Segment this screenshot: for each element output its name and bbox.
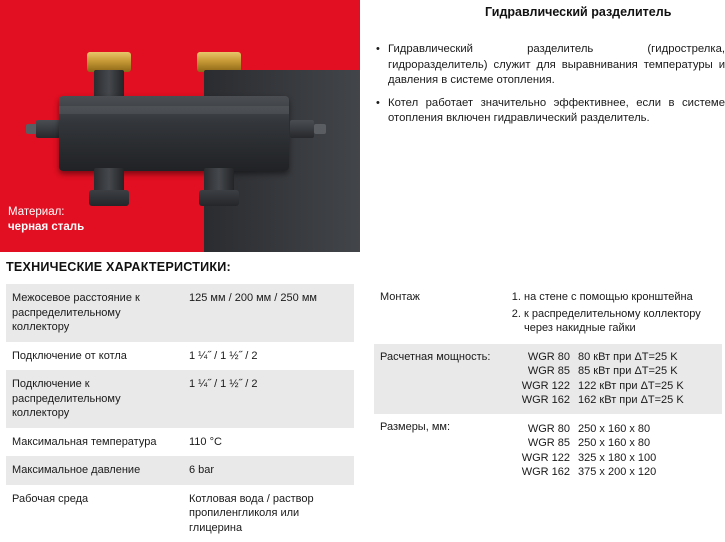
table-row <box>6 428 354 457</box>
list-item: • Котел работает значительно эффективнее, если в системе отопления включен гидравлический разделитель. <box>374 96 725 127</box>
table-row <box>508 436 718 451</box>
intro-bullet-list <box>374 42 725 134</box>
dimensions-value <box>508 420 718 480</box>
brass-nut-top-right <box>197 52 241 72</box>
hydraulic-separator-illustration <box>22 40 332 200</box>
spec-value: 1 ¼˝ / 1 ½˝ / 2 <box>183 370 354 428</box>
spec-key: Межосевое расстояние к распределительному коллектору <box>6 284 183 342</box>
right-specs-block <box>374 284 722 486</box>
top-section <box>0 0 725 252</box>
power-rating: 85 кВт при ΔT=25 K <box>578 364 718 379</box>
model-name: WGR 162 <box>508 465 578 480</box>
table-row <box>508 422 718 437</box>
dimensions-label: Размеры, мм: <box>380 420 508 480</box>
mounting-row <box>374 284 722 344</box>
list-item: 2. к распределительному коллектору через накидные гайки <box>524 307 718 336</box>
table-row <box>508 364 718 379</box>
material-label: Материал: <box>8 205 84 220</box>
spec-key: Максимальное давление <box>6 456 183 485</box>
spec-value: 1 ¼˝ / 1 ½˝ / 2 <box>183 342 354 371</box>
table-row <box>6 456 354 485</box>
table-row <box>508 379 718 394</box>
spec-key: Рабочая среда <box>6 485 183 542</box>
spec-value: 6 bar <box>183 456 354 485</box>
table-row <box>6 370 354 428</box>
spec-key: Подключение от котла <box>6 342 183 371</box>
product-photo-panel <box>0 0 360 252</box>
table-row <box>6 342 354 371</box>
side-port-left <box>36 120 60 138</box>
power-rating: 162 кВт при ΔT=25 K <box>578 393 718 408</box>
spec-key: Подключение к распределительному коллектору <box>6 370 183 428</box>
table-row <box>508 350 718 365</box>
power-label: Расчетная мощность: <box>380 350 508 408</box>
table-row <box>508 465 718 480</box>
separator-body <box>59 96 289 171</box>
model-name: WGR 122 <box>508 379 578 394</box>
model-name: WGR 122 <box>508 451 578 466</box>
table-row <box>6 284 354 342</box>
bottom-nut-right <box>199 190 239 206</box>
spec-value: 110 °C <box>183 428 354 457</box>
power-value <box>508 350 718 408</box>
table-row <box>508 393 718 408</box>
model-name: WGR 85 <box>508 436 578 451</box>
table-row <box>508 451 718 466</box>
table-row <box>6 485 354 542</box>
dimension-value: 375 x 200 x 120 <box>578 465 718 480</box>
model-name: WGR 162 <box>508 393 578 408</box>
model-name: WGR 80 <box>508 350 578 365</box>
side-cap-right <box>314 124 326 134</box>
technical-specs-table <box>6 284 354 542</box>
list-item: • Гидравлический разделитель (гидрострелка, гидроразделитель) служит для выравнивания температуры и давления в системе отопления. <box>374 42 725 89</box>
mounting-value <box>508 290 718 338</box>
material-caption <box>8 205 84 235</box>
power-table <box>508 350 718 408</box>
power-row <box>374 344 722 414</box>
model-name: WGR 85 <box>508 364 578 379</box>
dimensions-row <box>374 414 722 486</box>
material-value: черная сталь <box>8 220 84 235</box>
spec-key: Максимальная температура <box>6 428 183 457</box>
spec-value: Котловая вода / раствор пропиленгликоля или глицерина <box>183 485 354 542</box>
dimensions-table <box>508 422 718 480</box>
mounting-label: Монтаж <box>380 290 508 338</box>
page-title: Гидравлический разделитель <box>485 5 725 19</box>
model-name: WGR 80 <box>508 422 578 437</box>
header-text-area <box>374 0 725 252</box>
power-rating: 122 кВт при ΔT=25 K <box>578 379 718 394</box>
power-rating: 80 кВт при ΔT=25 K <box>578 350 718 365</box>
spec-value: 125 мм / 200 мм / 250 мм <box>183 284 354 342</box>
brass-nut-top-left <box>87 52 131 72</box>
list-item: 1. на стене с помощью кронштейна <box>524 290 718 305</box>
dimension-value: 250 x 160 x 80 <box>578 436 718 451</box>
bottom-nut-left <box>89 190 129 206</box>
specs-heading: ТЕХНИЧЕСКИЕ ХАРАКТЕРИСТИКИ: <box>6 260 231 274</box>
side-port-right <box>290 120 314 138</box>
mounting-options-list <box>508 290 718 336</box>
dimension-value: 325 x 180 x 100 <box>578 451 718 466</box>
dimension-value: 250 x 160 x 80 <box>578 422 718 437</box>
